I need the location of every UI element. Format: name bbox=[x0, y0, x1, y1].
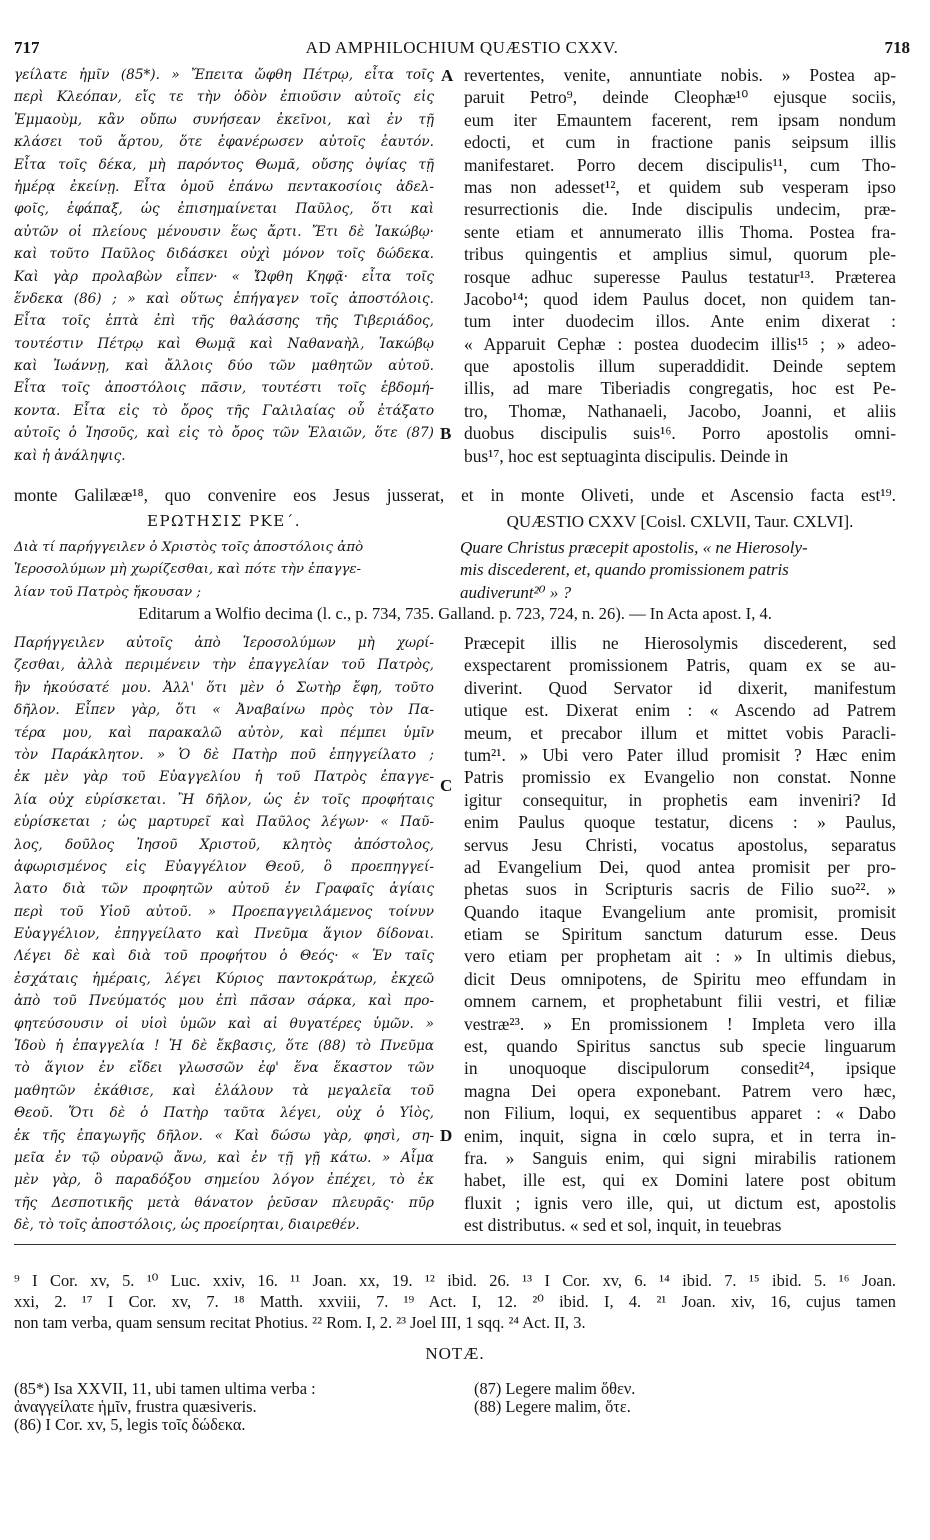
latin-text-line: tribus quingentis et amplius simul, quorum ple- bbox=[464, 244, 896, 265]
greek-text-line: ἀπὸ τοῦ Πνεύματός μου ἐπὶ πᾶσαν σάρκα, καὶ προ- bbox=[14, 993, 434, 1010]
notes-left-column bbox=[14, 1380, 454, 1434]
greek-text-line: ἣν ἠκούσατέ μου. Ἀλλ' ὅτι μὲν ὁ Σωτὴρ ἔφη, τοῦτο bbox=[14, 679, 434, 696]
greek-text-line: Εὐαγγέλιον, ἐπηγγείλατο καὶ Πνεῦμα ἅγιον δίδοναι. bbox=[14, 926, 434, 943]
question-greek-line: Ἱεροσολύμων μὴ χωρίζεσθαι, καὶ πότε τὴν ἐπαγγε- bbox=[14, 562, 362, 578]
greek-text-line: γείλατε ἡμῖν (85*). » Ἔπειτα ὤφθη Πέτρῳ, εἶτα τοῖς bbox=[14, 67, 434, 83]
latin-text-line: edocti, et cum in fractione panis seipsum illis bbox=[464, 132, 896, 153]
latin-text-line: est distributus. « sed et sol, inquit, in teuebras bbox=[464, 1215, 782, 1236]
greek-text-line: Εἶτα τοῖς ἀποστόλοις πᾶσιν, τουτέστι τοῖς ἑβδομή- bbox=[14, 380, 434, 397]
greek-text-line: Εἶτα τοῖς ἑπτὰ ἐπὶ τῆς θαλάσσης τῆς Τιβεριάδος, bbox=[14, 313, 434, 330]
greek-text-line: Θεοῦ. Ὅτι δὲ ὁ Πατὴρ ταῦτα λέγει, οὐχ ὁ Υἱὸς, bbox=[14, 1105, 434, 1122]
greek-text-line: Καὶ γὰρ προλαβὼν εἶπεν· « Ὤφθη Κηφᾷ· εἶτα τοῖς bbox=[14, 268, 434, 285]
notae-heading: NOTÆ. bbox=[425, 1344, 485, 1363]
greek-text-line: ἕνδεκα (86) ; » καὶ οὕτως ἐπήγαγεν τοῖς ἀποστόλοις. bbox=[14, 290, 434, 307]
latin-text-line: utique est. Dixerat enim : « Ascendo ad Patrem bbox=[464, 700, 896, 721]
latin-text-line: « Apparuit Cephæ : postea duodecim illis¹⁵ ; » adeo- bbox=[464, 333, 896, 354]
latin-text-line: servus Jesu Christi, vocatus apostolus, separatus bbox=[464, 834, 896, 855]
greek-text-line: δὲ, τὸ τοῖς ἀποστόλοις, ὡς προείρηται, διαιρεθέν. bbox=[14, 1217, 360, 1234]
latin-text-line: mas non adesset¹², et quidem sub vesperam ipso bbox=[464, 176, 896, 197]
greek-text-line: περὶ Κλεόπαν, εἴς τε τὴν ὁδὸν ἐπιοῦσιν αὐτοῖς εἰς bbox=[14, 89, 434, 106]
latin-text-line: Jacobo¹⁴; quod idem Paulus docet, non quidem tan- bbox=[464, 288, 896, 309]
greek-text-line: καὶ Ἰωάννῃ, καὶ ἄλλοις δύο τῶν μαθητῶν αὐτοῦ. bbox=[14, 358, 434, 375]
latin-text-line: tum inter duodecim illos. Ante enim dixerat : bbox=[464, 311, 896, 332]
page-number-left: 717 bbox=[14, 38, 40, 57]
latin-text-line: habet, ille est, qui ex Domini latere post obitum bbox=[464, 1170, 896, 1191]
question-greek-line: λίαν τοῦ Πατρὸς ἤκουσαν ; bbox=[14, 584, 201, 600]
greek-text-line: μεῖα ἐν τῷ οὐρανῷ ἄνω, καὶ ἐν τῇ γῇ κάτω. » Αἷμα bbox=[14, 1149, 434, 1166]
latin-text-line: vero etiam per prophetam ait : » In ultimis diebus, bbox=[464, 946, 896, 967]
greek-text-line: αὐτοῖς ὁ Ἰησοῦς, καὶ εἰς τὸ ὄρος τῶν Ἐλαιῶν, ὅτε (87) bbox=[14, 425, 434, 442]
latin-text-line: non Filium, loqui, ex sequentibus apparet : « Dabo bbox=[464, 1103, 896, 1124]
latin-text-line: magna Dei opera exponebant. Patrem vero hæc, bbox=[464, 1080, 896, 1101]
latin-text-line: fluxit ; ignis vero ille, qui, ut dictum est, apostolis bbox=[464, 1192, 896, 1213]
latin-text-line: Præcepit illis ne Hierosolymis discederent, sed bbox=[464, 633, 896, 653]
greek-text-line: ζεσθαι, ἀλλὰ περιμένειν τὴν ἐπαγγελίαν τοῦ Πατρὸς, bbox=[14, 657, 434, 674]
latin-text-line: Patris promissio ex Evangelio non constat. Nonne bbox=[464, 767, 896, 788]
greek-text-line: Ἐμμαοὺμ, κἂν οὔπω συνήσεαν ἐκεῖνοι, καὶ ἐν τῇ bbox=[14, 111, 434, 128]
greek-text-line: τὸν Παράκλητον. » Ὁ δὲ Πατὴρ ποῦ ἐπηγγείλατο ; bbox=[14, 746, 434, 763]
latin-text-line: tum²¹. » Ubi vero Pater illud promisit ? Hæc enim bbox=[464, 744, 896, 765]
question-latin-line: Quare Christus præcepit apostolis, « ne Hierosoly- bbox=[460, 539, 808, 557]
latin-text-line: ad Evangelium Dei, quod antea promisit per pro- bbox=[464, 856, 896, 877]
full-width-line: monte Galilææ¹⁸, quo convenire eos Jesus jusserat, et in monte Oliveti, unde et Ascensio facta est¹⁹. bbox=[14, 485, 896, 505]
latin-text-line: duobus discipulis suis¹⁶. Porro apostolis omni- bbox=[464, 423, 896, 444]
edition-note: Editarum a Wolfio decima (l. c., p. 734, 735. Galland. p. 723, 724, n. 26). — In Acta apost. I, 4. bbox=[138, 604, 772, 623]
latin-text-line: est, quando Spiritus sanctus sub specie linguarum bbox=[464, 1036, 896, 1057]
greek-text-line: τῆς Δεσποτικῆς μετὰ θάνατον ῥεῦσαν πλευρᾶς· πῦρ bbox=[14, 1194, 434, 1211]
greek-text-line: τέρα μου, καὶ παρακαλῶ αὐτὸν, καὶ πέμπει ὑμῖν bbox=[14, 724, 434, 741]
latin-text-line: igitur consequitur, in prophetis eam inveniri? Id bbox=[464, 789, 896, 810]
question-latin-line: audiverunt²⁰ » ? bbox=[460, 583, 572, 602]
greek-text-line: κοντα. Εἶτα εἰς τὸ ὄρος τῆς Γαλιλαίας οὗ ἐτάξατο bbox=[14, 402, 434, 419]
latin-text-line: illis, ad mare Tiberiadis congregatis, hoc est Pe- bbox=[464, 378, 896, 399]
question-text-latin bbox=[460, 539, 896, 606]
latin-text-line: exspectarent promissionem Patris, quam ex se au- bbox=[464, 655, 896, 676]
notes-right-column bbox=[474, 1380, 896, 1416]
latin-text-line: rosque adhuc superesse Paulus testatur¹³. Præterea bbox=[464, 266, 896, 287]
greek-text-line: μὲν γὰρ, ὃ παραδόξου σημείου λόγον ἐπέχει, τὸ ἐκ bbox=[14, 1172, 434, 1189]
greek-text-line: αὐτῶν οἱ πλείους μένουσιν ἕως ἄρτι. Ἔτι δὲ Ἰακώβῳ· bbox=[14, 223, 434, 240]
footnote-line: xxi, 2. ¹⁷ I Cor. xv, 7. ¹⁸ Matth. xxviii, 7. ¹⁹ Act. I, 12. ²⁰ ibid. I, 4. ²¹ Joan. xiv, 16, cujus tamen bbox=[14, 1292, 896, 1311]
latin-text-line: manifestaret. Porro decem discipulis¹¹, cum Tho- bbox=[464, 154, 896, 175]
latin-text-line: phetas suos in Scripturis sacris de Filio suo²². » bbox=[464, 879, 896, 900]
page-number-right: 718 bbox=[884, 38, 910, 57]
greek-text-line: Παρήγγειλεν αὐτοῖς ἀπὸ Ἱεροσολύμων μὴ χωρί- bbox=[14, 635, 434, 651]
greek-text-line: ἐκ τῆς ἐπαγωγῆς δῆλον. « Καὶ δώσω γὰρ, φησὶ, ση- bbox=[14, 1127, 434, 1144]
greek-text-line: καὶ ἡ ἀνάληψις. bbox=[14, 447, 126, 464]
latin-text-line: revertentes, venite, annuntiate nobis. » Postea ap- bbox=[464, 65, 896, 85]
page-header bbox=[14, 38, 910, 62]
question-heading-greek: ΕΡΩΤΗΣΙΣ ΡΚΕ΄. bbox=[147, 512, 301, 530]
footnote-rule bbox=[14, 1244, 896, 1245]
latin-text-line: diverint. Quod Servator id dixerit, manifestum bbox=[464, 677, 896, 698]
margin-marker-c: C bbox=[440, 776, 453, 795]
latin-text-line: dicit Deus omnipotens, de Spiritu meo effundam in bbox=[464, 968, 896, 989]
latin-text-line: vestræ²³. » En promissionem ! Impleta vero illa bbox=[464, 1013, 896, 1034]
latin-text-line: enim Paulus quoque testatur, dicens : » Paulus, bbox=[464, 812, 896, 833]
note-line: ἀναγγείλατε ἡμῖν, frustra quæsiveris. bbox=[14, 1398, 257, 1416]
latin-text-line: eum iter Emauntem facerent, rem ipsam nondum bbox=[464, 109, 896, 130]
question-latin-line: mis discederent, et, quando promissionem patris bbox=[460, 561, 789, 580]
latin-text-line: resurrectionis die. Inde discipulis undecim, præ- bbox=[464, 199, 896, 220]
greek-text-line: κλάσει τοῦ ἄρτου, ὅτε ἐφανέρωσεν αὐτοῖς ἑαυτόν. bbox=[14, 134, 434, 151]
latin-text-line: omnem carnem, et prophetabunt filii vestri, et filiæ bbox=[464, 991, 896, 1012]
greek-text-line: φητεύσουσιν οἱ υἱοὶ ὑμῶν καὶ αἱ θυγατέρες ὑμῶν. » bbox=[14, 1015, 434, 1032]
latin-text-line: fra. » Sanguis enim, qui signi mirabilis rationem bbox=[464, 1147, 896, 1168]
latin-text-line: sente etiam et annumerato illis Thoma. Postea fra- bbox=[464, 221, 896, 242]
greek-text-line: ἀφωρισμένος εἰς Εὐαγγέλιον Θεοῦ, ὃ προεπηγγεί- bbox=[14, 858, 434, 875]
latin-text-line: que apostolis illum superaddidit. Deinde septem bbox=[464, 356, 896, 377]
greek-text-line: λατο διὰ τῶν προφητῶν αὐτοῦ ἐν Γραφαῖς ἁγίαις bbox=[14, 881, 434, 898]
latin-text-line: bus¹⁷, hoc est septuaginta discipulis. Deinde in bbox=[464, 445, 789, 466]
question-text-greek bbox=[14, 539, 444, 606]
running-title: AD AMPHILOCHIUM QUÆSTIO CXXV. bbox=[305, 38, 619, 57]
note-line: (87) Legere malim ὅθεν. bbox=[474, 1380, 636, 1398]
greek-text-line: τουτέστιν Πέτρῳ καὶ Θωμᾷ καὶ Ναθαναὴλ, Ἰακώβῳ bbox=[14, 335, 434, 352]
latin-text-line: in unoquoque discipulorum consedit²⁴, ipsique bbox=[464, 1058, 896, 1079]
greek-text-line: εὑρίσκεται ; ὡς μαρτυρεῖ καὶ Παῦλος λέγων· « Παῦ- bbox=[14, 814, 434, 831]
greek-text-line: Ἰδοὺ ἡ ἐπαγγελία ! Ἡ δὲ ἔκβασις, ὅτε (88) τὸ Πνεῦμα bbox=[14, 1038, 434, 1055]
question-greek-line: Διὰ τί παρήγγειλεν ὁ Χριστὸς τοῖς ἀποστόλοις ἀπὸ bbox=[14, 540, 364, 555]
greek-text-line: ἐσχάταις ἡμέραις, λέγει Κύριος παντοκράτωρ, ἐκχεῶ bbox=[14, 970, 434, 987]
greek-text-line: τὸ ἅγιον ἐν εἴδει γλωσσῶν ἐφ' ἕνα ἕκαστον τῶν bbox=[14, 1060, 434, 1077]
greek-text-line: λος, δοῦλος Ἰησοῦ Χριστοῦ, κλητὸς ἀπόστολος, bbox=[14, 836, 434, 853]
greek-column-main bbox=[14, 632, 434, 1237]
greek-text-line: περὶ τοῦ Υἱοῦ αὐτοῦ. » Προεπαγγειλάμενος τοίνυν bbox=[14, 903, 434, 920]
latin-text-line: enim, inquit, signa in cœlo supra, et in terra in- bbox=[464, 1125, 896, 1146]
footnote-line: ⁹ I Cor. xv, 5. ¹⁰ Luc. xxiv, 16. ¹¹ Joan. xx, 19. ¹² ibid. 26. ¹³ I Cor. xv, 6. ¹⁴ ibid. 7. ¹⁵ ibid. 5. ¹⁶ Joan. bbox=[14, 1271, 896, 1290]
greek-text-line: καὶ τοῦτο Παῦλος διδάσκει οὐχὶ μόνον τοῖς δώδεκα. bbox=[14, 246, 434, 263]
greek-text-line: ἐκ μὲν γὰρ τοῦ Εὐαγγελίου ἡ τοῦ Πατρὸς ἐπαγγε- bbox=[14, 769, 434, 786]
note-line: (86) I Cor. xv, 5, legis τοῖς δώδεκα. bbox=[14, 1416, 246, 1434]
greek-text-line: δῆλον. Εἶπεν γὰρ, ὅτι « Ἀναβαίνω πρὸς τὸν Πα- bbox=[14, 702, 434, 719]
latin-text-line: paruit Petro⁹, deinde Cleophæ¹⁰ ejusque sociis, bbox=[464, 87, 896, 108]
latin-column-top bbox=[464, 64, 896, 467]
margin-marker-d: D bbox=[440, 1126, 453, 1145]
latin-text-line: Quando itaque Evangelium ante promisit, promisit bbox=[464, 901, 896, 922]
note-line: (85*) Isa XXVII, 11, ubi tamen ultima verba : bbox=[14, 1380, 316, 1398]
latin-column-main bbox=[464, 632, 896, 1237]
latin-text-line: tro, Thomæ, Nathanaeli, Jacobo, Joanni, et aliis bbox=[464, 400, 896, 421]
note-line: (88) Legere malim, ὅτε. bbox=[474, 1398, 631, 1416]
question-heading-latin: QUÆSTIO CXXV [Coisl. CXLVII, Taur. CXLVI]. bbox=[506, 512, 854, 531]
latin-text-line: meum, et precabor illum et mittet vobis Paracli- bbox=[464, 722, 896, 743]
greek-text-line: Εἶτα τοῖς δέκα, μὴ παρόντος Θωμᾶ, οὔσης ὀψίας τῇ bbox=[14, 156, 434, 173]
greek-text-line: Λέγει δὲ καὶ διὰ τοῦ προφήτου ὁ Θεός· « Ἐν ταῖς bbox=[14, 948, 434, 965]
greek-text-line: ἡμέρᾳ ἐκείνῃ. Εἶτα ὁμοῦ ἐπάνω πεντακοσίοις ἀδελ- bbox=[14, 178, 434, 195]
margin-marker-a: A bbox=[441, 66, 454, 85]
greek-text-line: μαθητῶν ἐκάθισε, καὶ ἐλάλουν τὰ μεγαλεῖα τοῦ bbox=[14, 1082, 434, 1099]
greek-column-top bbox=[14, 64, 434, 467]
footnote-line: non tam verba, quam sensum recitat Photius. ²² Rom. I, 2. ²³ Joel III, 1 sqq. ²⁴ Act. II, 3. bbox=[14, 1313, 586, 1332]
margin-marker-b: B bbox=[440, 424, 452, 443]
greek-text-line: λία οὐχ εὑρίσκεται. Ἢ δῆλον, ὡς ἐν τοῖς προφήταις bbox=[14, 791, 434, 808]
latin-text-line: etiam se Spiritum sanctum daturum esse. Deus bbox=[464, 924, 896, 945]
greek-text-line: φοῖς, ἐφάπαξ, ὡς ἐπισημαίνεται Παῦλος, ὅτι καὶ bbox=[14, 201, 434, 218]
footnotes bbox=[14, 1270, 896, 1333]
